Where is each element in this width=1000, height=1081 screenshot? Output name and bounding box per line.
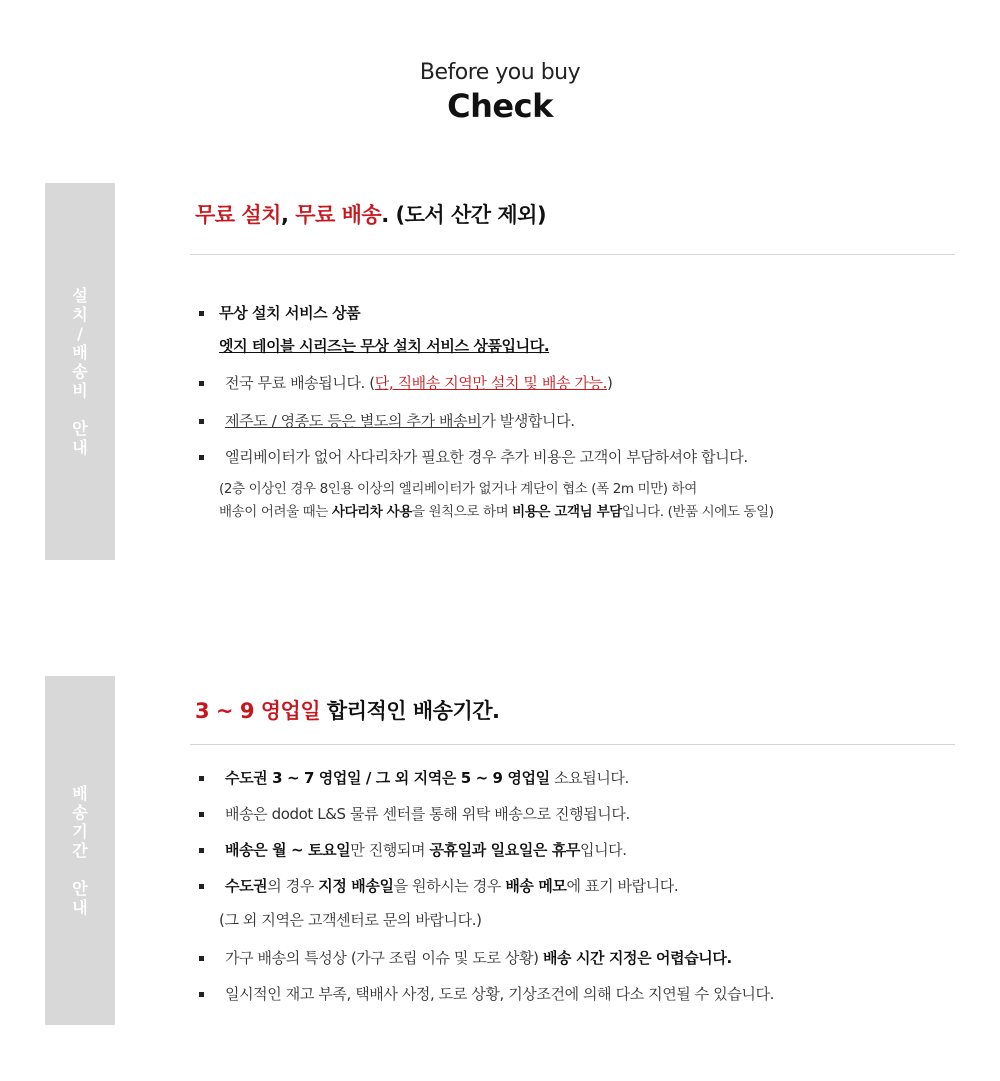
sidebar-char: 배 bbox=[72, 343, 88, 362]
item-highlight: 배송 시간 지정은 어렵습니다. bbox=[542, 949, 732, 967]
sidebar-delivery-period bbox=[45, 676, 115, 1025]
section-title bbox=[190, 200, 955, 230]
bullet-icon bbox=[199, 884, 204, 889]
header-title: Check bbox=[447, 87, 553, 125]
bullet-icon bbox=[199, 776, 204, 781]
title-separator: , bbox=[280, 203, 296, 227]
item-bold: 수도권 3 ~ 7 영업일 / 그 외 지역은 5 ~ 9 영업일 bbox=[225, 769, 550, 787]
item-text bbox=[225, 372, 612, 394]
item-text bbox=[225, 839, 627, 861]
section-divider bbox=[190, 254, 955, 255]
item-bold: 지정 배송일 bbox=[318, 877, 394, 895]
sidebar-char: 송 bbox=[72, 803, 88, 822]
sidebar-char: 내 bbox=[72, 438, 88, 457]
list-item bbox=[190, 803, 955, 827]
sidebar-label bbox=[72, 784, 87, 917]
sidebar-installation-shipping-fee bbox=[45, 183, 115, 560]
item-text-part: 소요됩니다. bbox=[549, 769, 629, 787]
bullet-icon bbox=[199, 812, 204, 817]
item-note: (2층 이상인 경우 8인용 이상의 엘리베이터가 없거나 계단이 협소 (폭 2m 미만) 하여 bbox=[219, 481, 697, 497]
list-item bbox=[190, 839, 955, 863]
sidebar-char: 비 bbox=[72, 381, 88, 400]
section-installation-shipping bbox=[190, 200, 955, 540]
item-note: (그 외 지역은 고객센터로 문의 바랍니다.) bbox=[219, 911, 482, 929]
section-delivery-period bbox=[190, 696, 955, 1016]
list-item bbox=[190, 875, 955, 935]
sidebar-char: 안 bbox=[72, 879, 88, 898]
item-highlight: 엣지 테이블 시리즈는 무상 설치 서비스 상품입니다. bbox=[219, 337, 550, 355]
note-part: 을 원칙으로 하며 bbox=[411, 504, 513, 520]
title-text: 합리적인 배송기간. bbox=[320, 699, 500, 723]
list-item bbox=[190, 302, 955, 372]
bullet-icon bbox=[199, 992, 204, 997]
header-subtitle: Before you buy bbox=[419, 60, 581, 85]
list-item bbox=[190, 767, 955, 791]
section-title bbox=[190, 696, 955, 726]
item-text-part: 만 진행되며 bbox=[350, 841, 430, 859]
list-item bbox=[190, 446, 955, 526]
title-highlight: 무료 배송 bbox=[295, 203, 382, 227]
sidebar-char: 안 bbox=[72, 419, 88, 438]
sidebar-char: 내 bbox=[72, 898, 88, 917]
item-text-part: 가구 배송의 특성상 (가구 조립 이슈 및 도로 상황) bbox=[225, 949, 543, 967]
page-header bbox=[0, 58, 1000, 124]
item-bold: 공휴일과 일요일은 휴무 bbox=[429, 841, 580, 859]
bullet-icon bbox=[199, 848, 204, 853]
list-item bbox=[190, 983, 955, 1007]
bullet-icon bbox=[199, 455, 204, 460]
item-text bbox=[225, 767, 629, 789]
list-item bbox=[190, 410, 955, 434]
item-note bbox=[219, 502, 774, 522]
sidebar-char: 설 bbox=[72, 286, 88, 305]
item-bold: 배송은 월 ~ 토요일 bbox=[225, 841, 351, 859]
note-bold: 비용은 고객님 부담 bbox=[512, 504, 622, 520]
bullet-icon bbox=[199, 956, 204, 961]
sidebar-char: 치 bbox=[72, 305, 88, 324]
title-text: . (도서 산간 제외) bbox=[381, 203, 547, 227]
note-bold: 사다리차 사용 bbox=[331, 504, 412, 520]
note-part: 입니다. (반품 시에도 동일) bbox=[621, 504, 774, 520]
item-bold: 배송 메모 bbox=[505, 877, 567, 895]
item-text-part: 전국 무료 배송됩니다. ( bbox=[225, 374, 375, 392]
item-underlined: 제주도 / 영종도 등은 별도의 추가 배송비 bbox=[225, 412, 482, 430]
item-text-part: 에 표기 바랍니다. bbox=[566, 877, 679, 895]
item-text-part: 입니다. bbox=[580, 841, 627, 859]
bullet-icon bbox=[199, 419, 204, 424]
bullet-icon bbox=[199, 311, 204, 316]
item-text: 일시적인 재고 부족, 택배사 사정, 도로 상황, 기상조건에 의해 다소 지연될 수 있습니다. bbox=[225, 985, 774, 1003]
title-highlight: 3 ~ 9 영업일 bbox=[195, 699, 321, 723]
note-part: 배송이 어려울 때는 bbox=[219, 504, 332, 520]
item-text: 엘리베이터가 없어 사다리차가 필요한 경우 추가 비용은 고객이 부담하셔야 합니다. bbox=[225, 448, 748, 466]
item-text bbox=[225, 947, 732, 969]
item-text bbox=[225, 410, 575, 432]
sidebar-char: 기 bbox=[72, 822, 88, 841]
sidebar-char: 송 bbox=[72, 362, 88, 381]
bullet-icon bbox=[199, 381, 204, 386]
item-text bbox=[225, 875, 678, 897]
info-list bbox=[190, 302, 955, 520]
item-heading: 무상 설치 서비스 상품 bbox=[219, 304, 361, 322]
item-highlight: 단, 직배송 지역만 설치 및 배송 가능. bbox=[374, 374, 607, 392]
item-text: 배송은 dodot L&S 물류 센터를 통해 위탁 배송으로 진행됩니다. bbox=[225, 805, 630, 823]
sidebar-char: 배 bbox=[72, 784, 88, 803]
title-highlight: 무료 설치 bbox=[195, 203, 281, 227]
item-text-part: 의 경우 bbox=[267, 877, 319, 895]
item-bold: 수도권 bbox=[225, 877, 268, 895]
item-text-part: ) bbox=[606, 374, 613, 392]
sidebar-label bbox=[72, 286, 87, 457]
sidebar-char: 간 bbox=[72, 841, 88, 860]
sidebar-char: / bbox=[77, 324, 83, 343]
section-divider bbox=[190, 744, 955, 745]
item-text-part: 가 발생합니다. bbox=[481, 412, 575, 430]
list-item bbox=[190, 947, 955, 971]
list-item bbox=[190, 372, 955, 396]
item-text-part: 을 원하시는 경우 bbox=[393, 877, 506, 895]
